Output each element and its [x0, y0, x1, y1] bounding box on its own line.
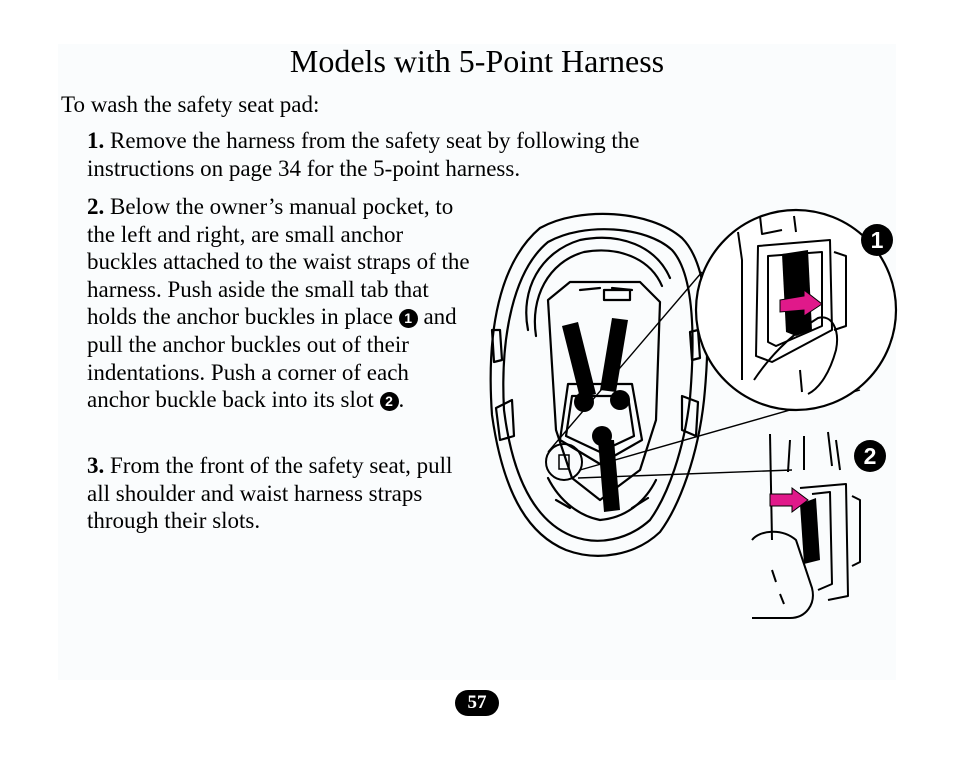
step-3-number: 3. [87, 453, 105, 478]
step-2 [87, 193, 472, 414]
callout-1-icon: 1 [861, 224, 893, 256]
step-2-text-b: and pull the anchor buckles out of their indentations. Push a corner of each anchor buckle back into its slot [87, 304, 457, 413]
step-2-number: 2. [87, 194, 105, 219]
page-title: Models with 5-Point Harness [289, 43, 665, 79]
step-2-text-a: Below the owner’s manual pocket, to the left and right, are small anchor buckles attached to the waist straps of the harness. Push aside the small tab that holds the anchor buckles in place [87, 194, 470, 330]
detail-source-circle [546, 444, 582, 480]
callout-ref-1-icon: 1 [399, 309, 418, 328]
step-2-text-c: . [398, 387, 405, 413]
callout-2-icon: 2 [854, 440, 886, 472]
callout-ref-2-icon: 2 [380, 392, 399, 411]
step-1-number: 1. [87, 128, 105, 153]
detail-2 [752, 432, 860, 618]
harness-straps [562, 318, 630, 512]
car-seat-illustration [470, 200, 900, 625]
intro-text: To wash the safety seat pad: [61, 92, 320, 117]
step-1 [87, 127, 747, 182]
step-1-text: Remove the harness from the safety seat by following the instructions on page 34 for the 5-point harness. [87, 128, 640, 181]
step-3-text: From the front of the safety seat, pull all shoulder and waist harness straps through their slots. [87, 453, 453, 534]
car-seat-outline [491, 214, 708, 556]
step-3 [87, 452, 472, 535]
page-number: 57 [455, 690, 499, 716]
